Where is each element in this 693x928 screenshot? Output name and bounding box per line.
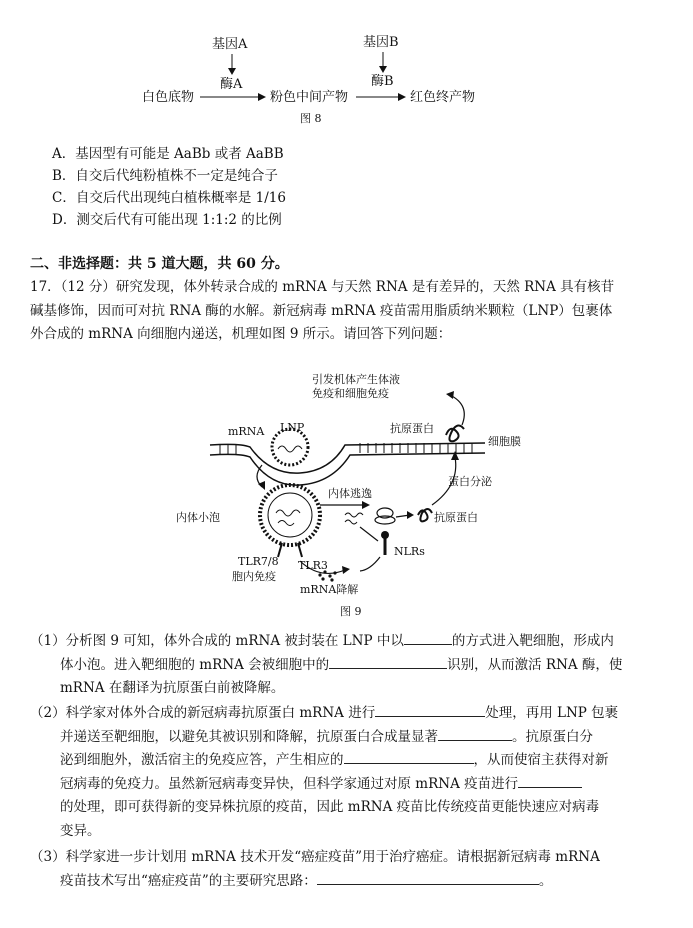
tlr78-label: TLR7/8 (238, 555, 279, 568)
gene-b-label: 基因B (363, 35, 399, 50)
sub2-text-f: ，从而使宿主获得对新 (473, 752, 609, 768)
sub3-line-2 (30, 870, 670, 894)
antigen-protein-mid-label: 抗原蛋白 (434, 511, 478, 524)
sub1-line-3 (30, 677, 670, 701)
enzyme-a-label: 酶A (220, 77, 243, 92)
sub2-text-e: 泌到细胞外，激活宿主的免疫应答，产生相应的 (60, 752, 344, 768)
sub1-line-1 (30, 630, 670, 654)
gene-a-label: 基因A (212, 37, 248, 52)
sub3-line-1 (30, 846, 670, 870)
endosome-label: 内体小泡 (176, 511, 220, 524)
sub3-text-c: 。 (538, 872, 553, 889)
option-c: C．自交后代出现纯白植株概率是 1/16 (52, 190, 286, 206)
enzyme-b-label: 酶B (371, 74, 394, 89)
sub2-line-4 (30, 773, 670, 797)
figure-8 (120, 30, 520, 130)
mrna-label: mRNA (228, 425, 265, 438)
sub-question-1 (30, 630, 670, 701)
antigen-protein-top-label: 抗原蛋白 (390, 422, 434, 435)
sub2-line-1 (30, 702, 670, 726)
sub1-line-2 (30, 654, 670, 678)
lnp-label: LNP (280, 421, 305, 434)
intracellular-immunity-label: 胞内免疫 (232, 570, 276, 583)
figure-9-caption: 图 9 (340, 605, 362, 618)
sub2-text-g: 冠病毒的免疫力。虽然新冠病毒变异快，但科学家通过对原 mRNA 疫苗进行 (60, 775, 519, 792)
sub2-line-3 (30, 749, 670, 773)
option-a: A．基因型有可能是 AaBb 或者 AaBB (52, 146, 284, 162)
final-product-label: 红色终产物 (410, 90, 476, 105)
cell-membrane-label: 细胞膜 (488, 435, 521, 448)
answer-blank-4[interactable] (438, 726, 512, 741)
question-17-stem (30, 276, 670, 347)
sub2-text-c: 并递送至靶细胞，以避免其被识别和降解，抗原蛋白合成量显著 (60, 728, 438, 745)
protein-secretion-label: 蛋白分泌 (448, 475, 492, 488)
q17-line-1: 17．（12 分）研究发现，体外转录合成的 mRNA 与天然 RNA 是有差异的，天然 RNA 具有核苷 (30, 279, 615, 295)
answer-blank-1[interactable] (404, 630, 452, 645)
answer-blank-2[interactable] (329, 654, 447, 669)
answer-blank-5[interactable] (344, 749, 474, 764)
answer-blank-6[interactable] (518, 773, 582, 788)
sub3-text-a: （3）科学家进一步计划用 mRNA 技术开发“癌症疫苗”用于治疗癌症。请根据新冠病毒 mRNA (30, 849, 600, 865)
sub1-text-c: 体小泡。进入靶细胞的 mRNA 会被细胞中的 (60, 656, 330, 673)
sub2-text-b: 处理，再用 LNP 包裹 (485, 705, 619, 721)
q17-line-3: 外合成的 mRNA 向细胞内递送，机理如图 9 所示。请回答下列问题： (30, 326, 452, 342)
substrate-label: 白色底物 (142, 90, 195, 105)
endosome-escape-label: 内体逃逸 (328, 487, 372, 500)
sub2-line-2 (30, 726, 670, 750)
sub2-line-6 (30, 820, 670, 844)
sub-question-3 (30, 846, 670, 893)
sub3-text-b: 疫苗技术写出“癌症疫苗”的主要研究思路： (60, 872, 317, 889)
sub1-text-e: mRNA 在翻译为抗原蛋白前被降解。 (60, 680, 285, 696)
sub2-text-h: 的处理，即可获得新的变异株抗原的疫苗，因此 mRNA 疫苗比传统疫苗更能快速应对病毒 (60, 799, 600, 815)
sub2-text-d: 。抗原蛋白分 (512, 728, 593, 745)
option-d: D．测交后代有可能出现 1:1:2 的比例 (52, 212, 282, 228)
options-list (52, 143, 286, 231)
sub1-text-d: 识别，从而激活 RNA 酶，使 (447, 656, 623, 673)
option-b: B．自交后代纯粉植株不一定是纯合子 (52, 168, 278, 184)
section-title: 二、非选择题：共 5 道大题，共 60 分。 (30, 256, 289, 272)
q17-line-2: 碱基修饰，因而可对抗 RNA 酶的水解。新冠病毒 mRNA 疫苗需用脂质纳米颗粒（LNP）包裹体 (30, 302, 613, 319)
tlr3-label: TLR3 (298, 559, 328, 572)
sub1-text-b: 的方式进入靶细胞，形成内 (451, 633, 614, 649)
figure-8-caption: 图 8 (300, 112, 322, 125)
immune-response-line-2: 免疫和细胞免疫 (312, 387, 389, 400)
nlrs-label: NLRs (394, 545, 425, 558)
figure-9 (170, 365, 530, 618)
sub-question-2 (30, 702, 670, 843)
answer-blank-7[interactable] (317, 870, 539, 885)
sub2-text-i: 变异。 (60, 822, 101, 839)
sub1-text-a: （1）分析图 9 可知，体外合成的 mRNA 被封装在 LNP 中以 (30, 633, 404, 649)
intermediate-label: 粉色中间产物 (270, 90, 349, 105)
sub2-line-5 (30, 796, 670, 820)
answer-blank-3[interactable] (375, 702, 485, 717)
mrna-degradation-label: mRNA降解 (300, 583, 359, 596)
sub2-text-a: （2）科学家对体外合成的新冠病毒抗原蛋白 mRNA 进行 (30, 705, 376, 721)
immune-response-line-1: 引发机体产生体液 (312, 373, 400, 386)
